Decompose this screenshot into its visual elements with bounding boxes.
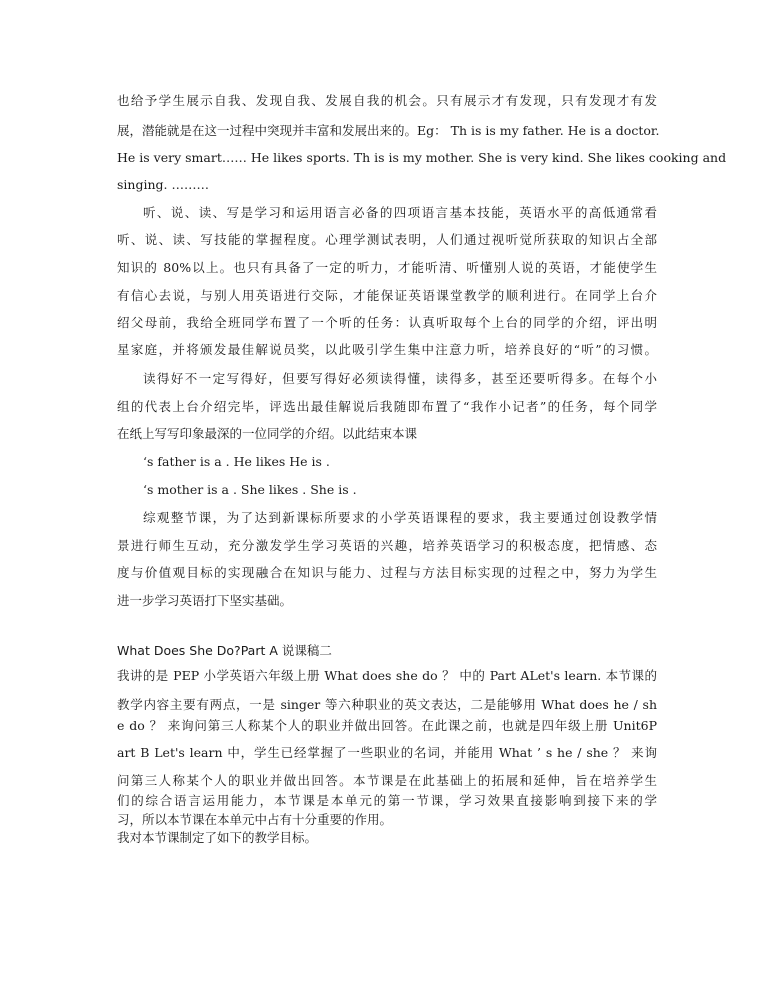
paragraph-line: 度与价值观目标的实现融合在知识与能力、过程与方法目标实现的过程之中，努力为学生 xyxy=(117,565,657,580)
fill-in-sentence: ‘s mother is a . She likes . She is . xyxy=(143,482,357,497)
paragraph-line: 听、说、读、写技能的掌握程度。心理学测试表明，人们通过视听觉所获取的知识占全部 xyxy=(117,232,657,247)
paragraph-line: 展，潜能就是在这一过程中突现并丰富和发展出来的。Eg： Th is is my father. He is a doctor. xyxy=(117,123,660,138)
paragraph-line: art B Let's learn 中，学生已经掌握了一些职业的名词，并能用 What ’ s he / she ？ 来询 xyxy=(117,745,657,760)
paragraph-line: 绍父母前，我给全班同学布置了一个听的任务：认真听取每个上台的同学的介绍，评出明 xyxy=(117,315,657,330)
paragraph-line: 习，所以本节课在本单元中占有十分重要的作用。 xyxy=(117,812,393,827)
paragraph-line: 我对本节课制定了如下的教学目标。 xyxy=(117,830,318,845)
paragraph-line: 知识的 80%以上。也只有具备了一定的听力，才能听清、听懂别人说的英语，才能使学生 xyxy=(117,260,657,275)
paragraph-line: 组的代表上台介绍完毕，评选出最佳解说后我随即布置了“我作小记者”的任务，每个同学 xyxy=(117,399,657,414)
paragraph-line: 有信心去说，与别人用英语进行交际，才能保证英语课堂教学的顺利进行。在同学上台介 xyxy=(117,288,657,303)
paragraph-line: 星家庭，并将颁发最佳解说员奖，以此吸引学生集中注意力听，培养良好的“听”的习惯。 xyxy=(117,342,657,357)
paragraph-line: 景进行师生互动，充分激发学生学习英语的兴趣，培养英语学习的积极态度，把情感、态 xyxy=(117,538,657,553)
section-heading: What Does She Do?Part A 说课稿二 xyxy=(117,643,332,658)
paragraph-line: e do ？ 来询问第三人称某个人的职业并做出回答。在此课之前，也就是四年级上册 Unit6P xyxy=(117,718,657,733)
paragraph-line: He is very smart…… He likes sports. Th is is my mother. She is very kind. She likes cooking and xyxy=(117,150,727,165)
paragraph-line: 问第三人称某个人的职业并做出回答。本节课是在此基础上的拓展和延伸，旨在培养学生 xyxy=(117,773,657,788)
paragraph-line: 我讲的是 PEP 小学英语六年级上册 What does she do ？ 中的 Part ALet's learn. 本节课的 xyxy=(117,668,657,683)
paragraph-line: 教学内容主要有两点，一是 singer 等六种职业的英文表达，二是能够用 What does he / sh xyxy=(117,697,657,712)
fill-in-sentence: ‘s father is a . He likes He is . xyxy=(143,454,330,469)
paragraph-line: singing. ……… xyxy=(117,177,209,192)
paragraph-line: 也给予学生展示自我、发现自我、发展自我的机会。只有展示才有发现，只有发现才有发 xyxy=(117,93,657,108)
paragraph-line: 读得好不一定写得好，但要写得好必须读得懂，读得多，甚至还要听得多。在每个小 xyxy=(143,371,657,386)
paragraph-line: 综观整节课，为了达到新课标所要求的小学英语课程的要求，我主要通过创设教学情 xyxy=(143,510,657,525)
paragraph-line: 听、说、读、写是学习和运用语言必备的四项语言基本技能，英语水平的高低通常看 xyxy=(143,205,657,220)
paragraph-line: 们的综合语言运用能力，本节课是本单元的第一节课，学习效果直接影响到接下来的学 xyxy=(117,793,657,808)
paragraph-line: 进一步学习英语打下坚实基础。 xyxy=(117,593,293,608)
paragraph-line: 在纸上写写印象最深的一位同学的介绍。以此结束本课 xyxy=(117,426,418,441)
